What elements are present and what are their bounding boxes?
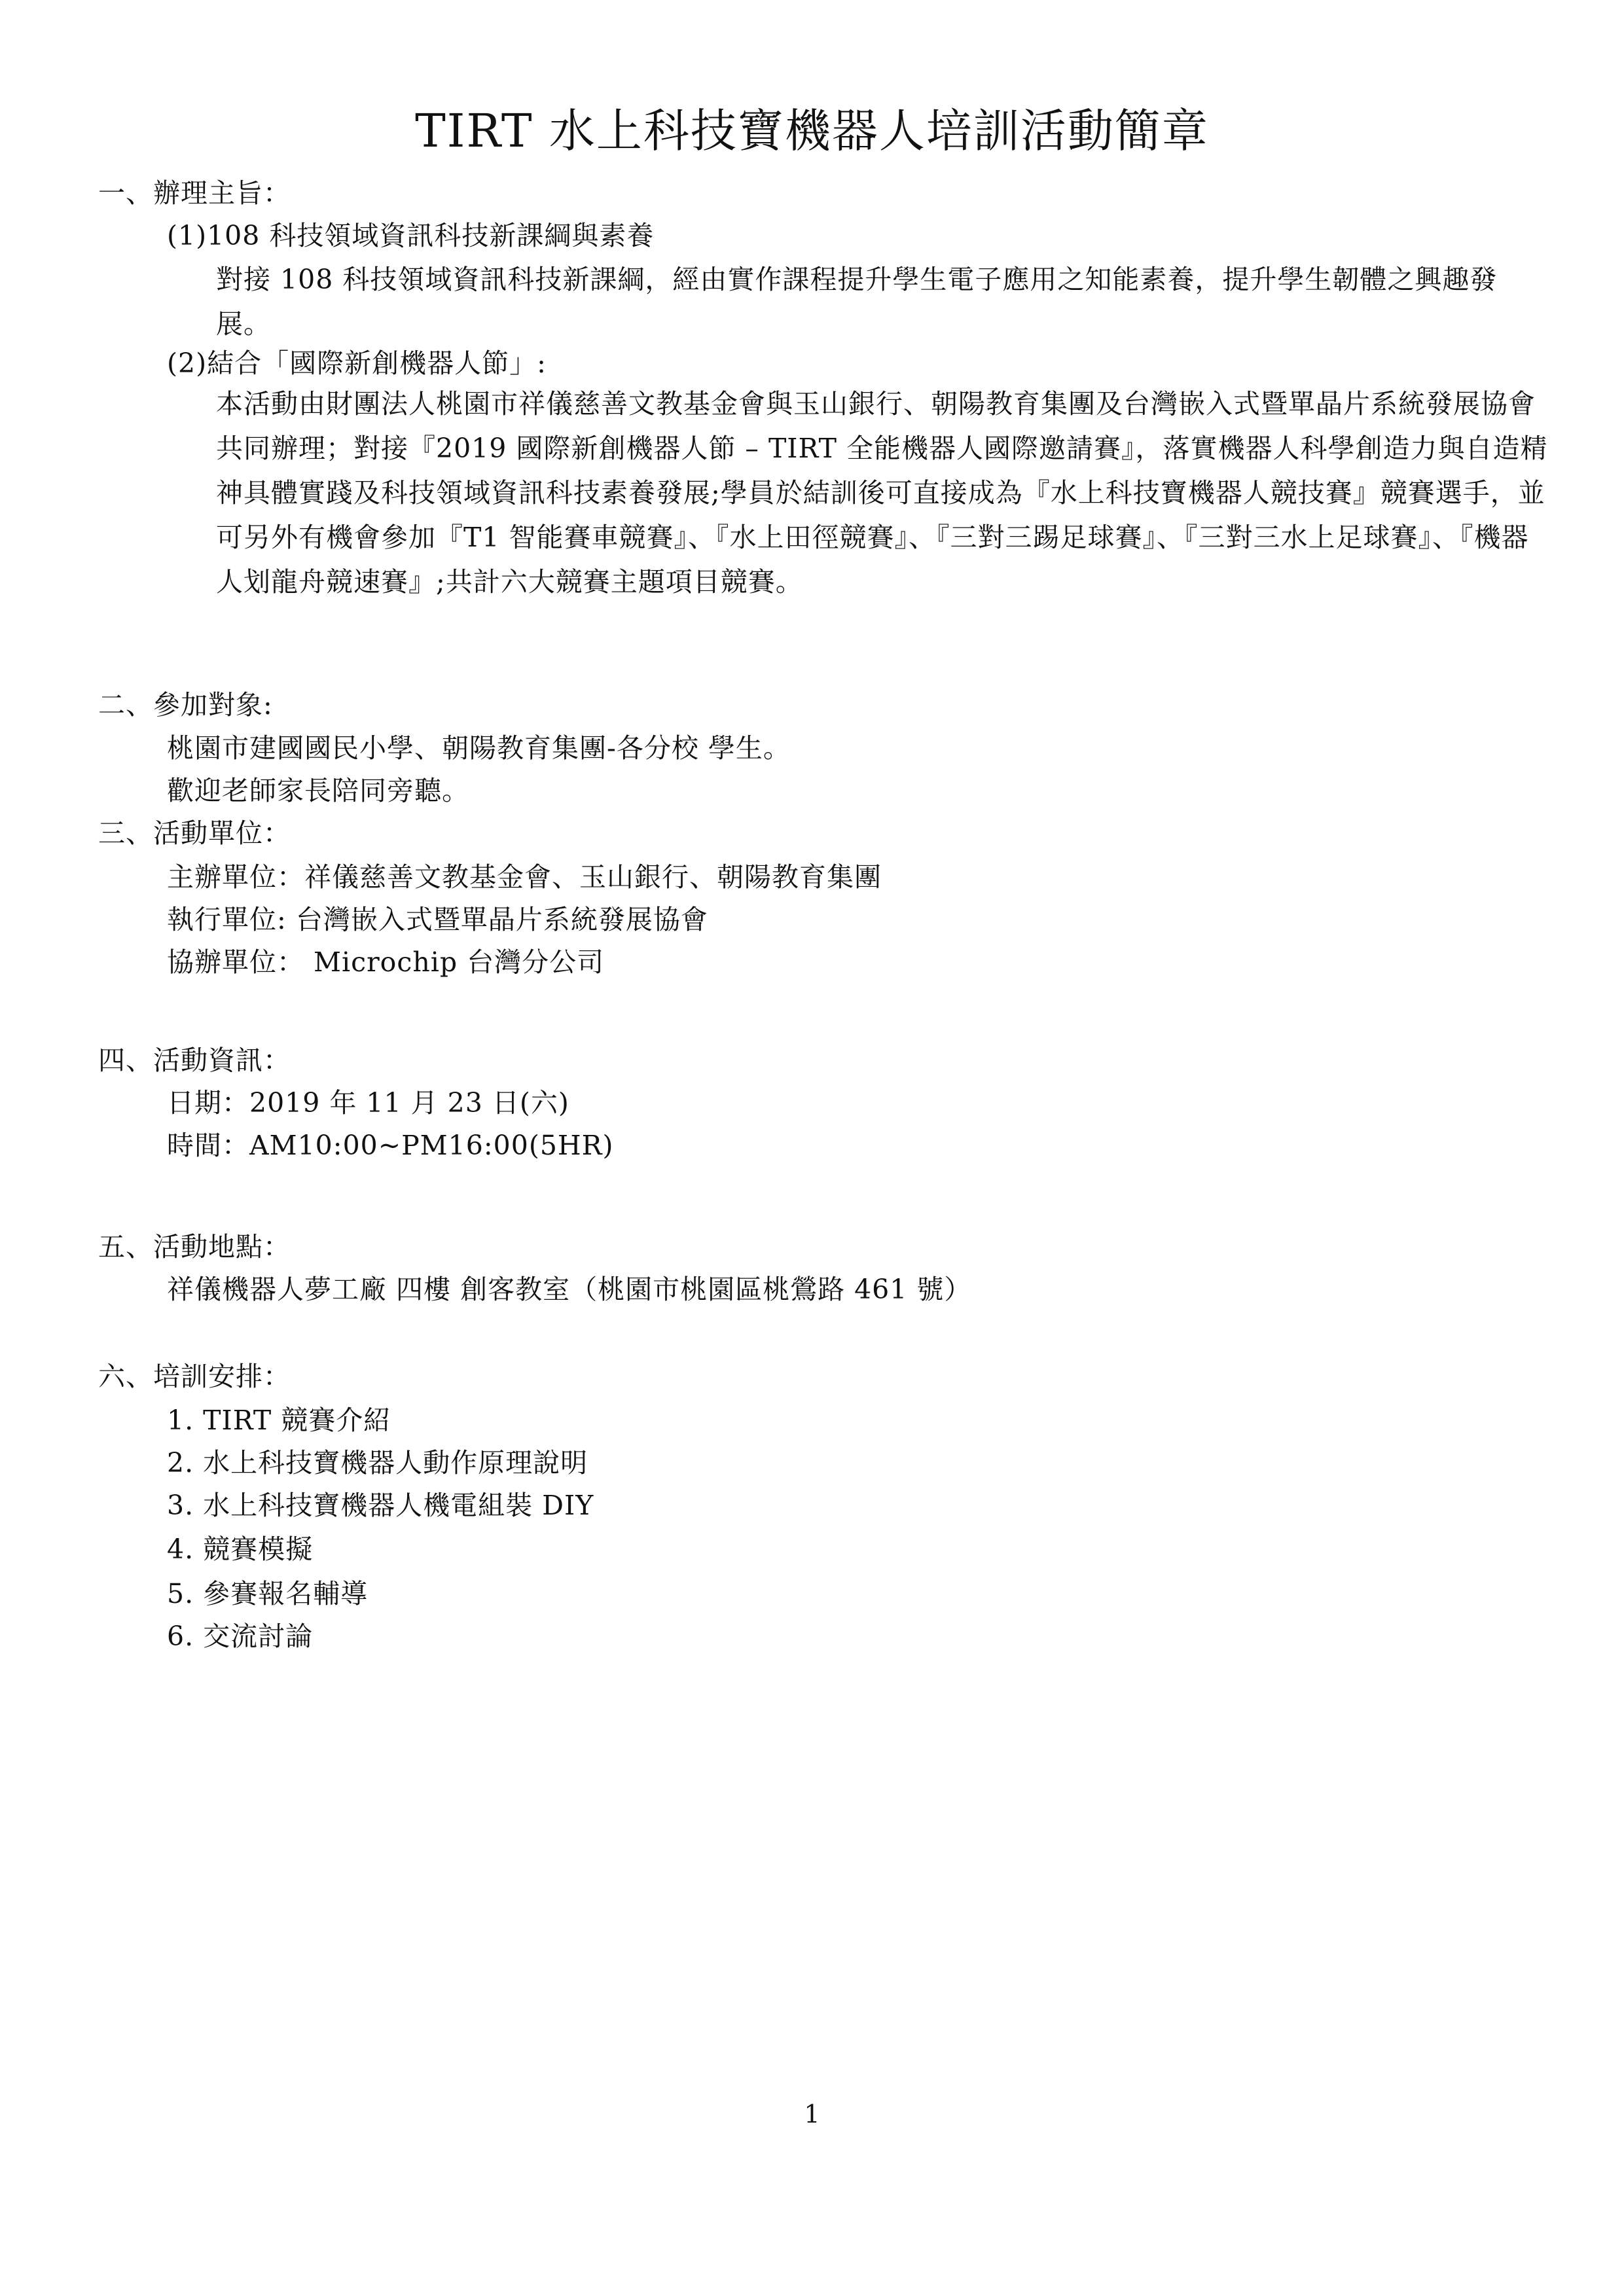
participants-line-1: 桃園市建國國民小學、朝陽教育集團-各分校 學生。 [167, 732, 791, 764]
training-item-3: 3. 水上科技寶機器人機電組裝 DIY [167, 1490, 594, 1521]
purpose-item-1-label: (1)108 科技領域資訊科技新課綱與素養 [167, 220, 655, 251]
organizer-co-organizer: 協辦單位： Microchip 台灣分公司 [167, 946, 605, 978]
purpose-item-2-text: 本活動由財團法人桃園市祥儀慈善文教基金會與玉山銀行、朝陽教育集團及台灣嵌入式暨單晶片系統發展協會共同辦理；對接『2019 國際新創機器人節 – TIRT 全能機器人國際邀請賽』，落實機器人科學創造力與自造精神具體實踐及科技領域資訊科技素養發展;學員於結訓後可直接成為『水上科技寶機器人競技賽』競賽選手，並可另外有機會參加『T1 智能賽車競賽』、『水上田徑競賽』、『三對三踢足球賽』、『三對三水上足球賽』、『機器人划龍舟競速賽』;共計六大競賽主題項目競賽。 [216, 388, 1548, 598]
purpose-item-2-label: (2)結合「國際新創機器人節」: [167, 348, 547, 379]
section-heading-organizers: 三、活動單位： [98, 817, 291, 849]
participants-line-2: 歡迎老師家長陪同旁聽。 [167, 775, 469, 806]
section-heading-training: 六、培訓安排： [98, 1361, 291, 1392]
section-heading-participants: 二、參加對象: [98, 689, 273, 721]
training-item-5: 5. 參賽報名輔導 [167, 1578, 369, 1609]
document-title: TIRT 水上科技寶機器人培訓活動簡章 [415, 104, 1209, 158]
event-time: 時間：AM10:00~PM16:00(5HR) [167, 1130, 614, 1161]
page-number: 1 [804, 2100, 820, 2128]
training-item-6: 6. 交流討論 [167, 1621, 314, 1652]
section-heading-location: 五、活動地點： [98, 1231, 291, 1263]
organizer-executor: 執行單位: 台灣嵌入式暨單晶片系統發展協會 [167, 904, 708, 935]
event-location: 祥儀機器人夢工廠 四樓 創客教室（桃園市桃園區桃鶯路 461 號） [167, 1274, 972, 1305]
purpose-item-1-text: 對接 108 科技領域資訊科技新課綱，經由實作課程提升學生電子應用之知能素養，提升學生韌體之興趣發展。 [216, 264, 1498, 340]
training-item-4: 4. 競賽模擬 [167, 1534, 314, 1565]
event-date: 日期：2019 年 11 月 23 日(六) [167, 1087, 569, 1119]
section-heading-purpose: 一、辦理主旨： [98, 177, 291, 209]
organizer-host: 主辦單位：祥儀慈善文教基金會、玉山銀行、朝陽教育集團 [167, 861, 882, 893]
training-item-2: 2. 水上科技寶機器人動作原理說明 [167, 1447, 588, 1479]
section-heading-event-info: 四、活動資訊： [98, 1045, 291, 1076]
training-item-1: 1. TIRT 競賽介紹 [167, 1405, 391, 1436]
